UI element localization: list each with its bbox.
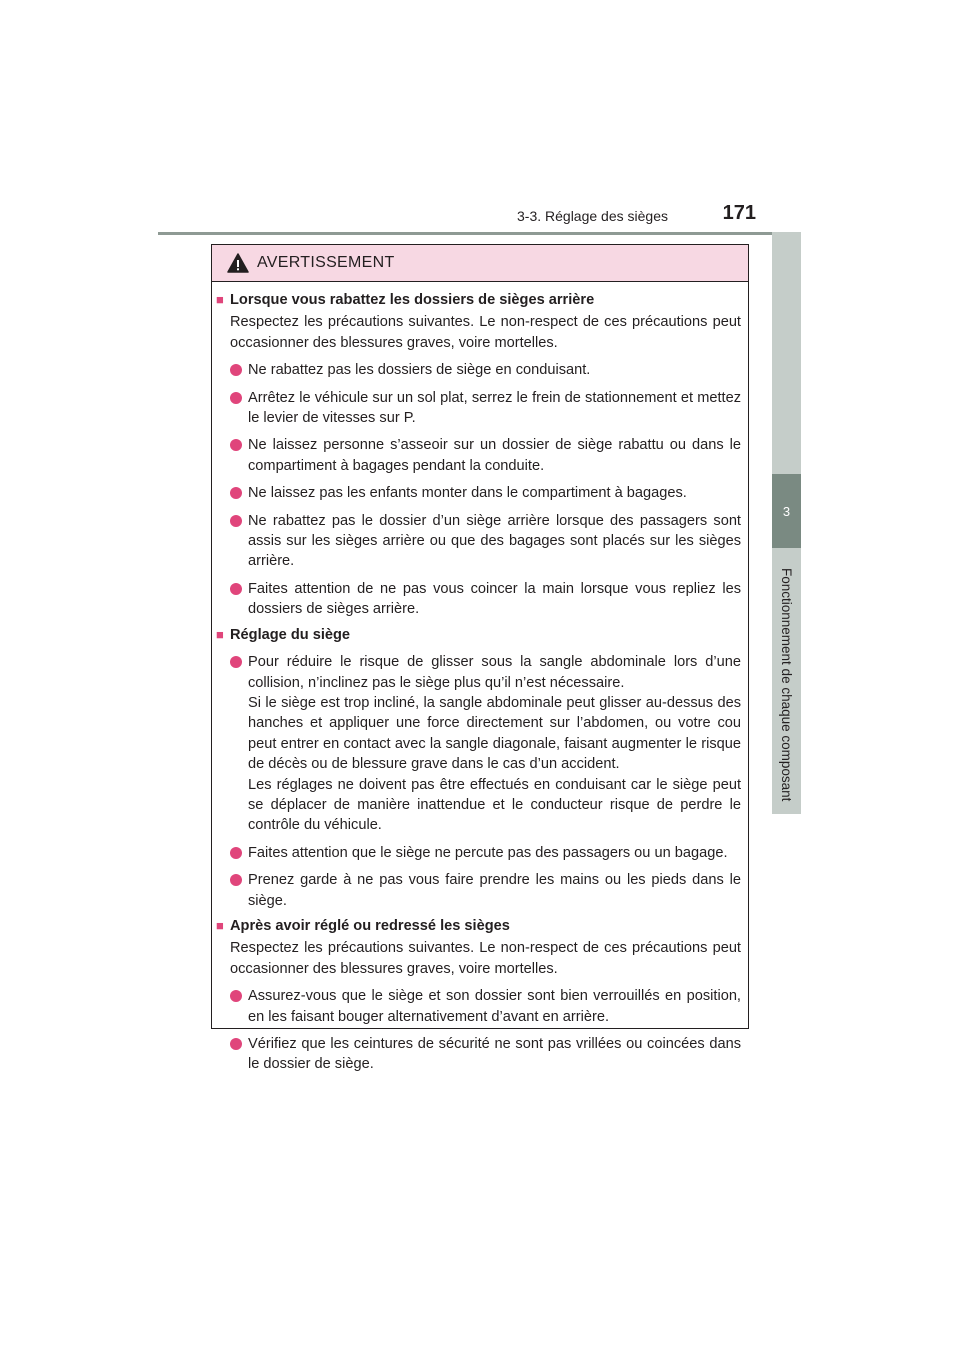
bullet-dot-icon bbox=[230, 990, 242, 1002]
bullet-paragraph: Arrêtez le véhicule sur un sol plat, serrez le frein de stationnement et mettez le levier de vitesses sur P. bbox=[248, 389, 741, 427]
bullet-dot-icon bbox=[230, 1038, 242, 1050]
bullet-item bbox=[230, 843, 741, 863]
topic-title: Après avoir réglé ou redressé les sièges bbox=[230, 917, 510, 934]
topic-heading bbox=[216, 290, 741, 310]
bullet-dot-icon bbox=[230, 583, 242, 595]
bullet-dot-icon bbox=[230, 439, 242, 451]
warning-header bbox=[212, 245, 748, 282]
bullet-item bbox=[230, 652, 741, 836]
bullet-text bbox=[248, 483, 741, 503]
bullet-item bbox=[230, 360, 741, 380]
bullet-paragraph: Vérifiez que les ceintures de sécurité ne sont pas vrillées ou coincées dans le dossier de siège. bbox=[248, 1036, 741, 1073]
warning-body bbox=[212, 282, 748, 1075]
topic-intro: Respectez les précautions suivantes. Le non-respect de ces précautions peut occasionner des blessures graves, voire mortelles. bbox=[230, 940, 741, 977]
topic-heading bbox=[216, 625, 741, 645]
bullet-text bbox=[248, 435, 741, 476]
page-number: 171 bbox=[722, 202, 756, 224]
bullet-item bbox=[230, 870, 741, 911]
bullet-item bbox=[230, 579, 741, 620]
bullet-dot-icon bbox=[230, 515, 242, 527]
square-marker-icon: ■ bbox=[216, 292, 224, 307]
bullet-dot-icon bbox=[230, 487, 242, 499]
bullet-text bbox=[248, 388, 741, 429]
bullet-dot-icon bbox=[230, 392, 242, 404]
bullet-paragraph: Faites attention de ne pas vous coincer la main lorsque vous repliez les dossiers de sièges arrière. bbox=[248, 580, 741, 618]
topic-heading bbox=[216, 916, 741, 936]
section-title: 3-3. Réglage des sièges bbox=[517, 208, 668, 224]
bullet-paragraph: Pour réduire le risque de glisser sous la sangle abdominale lors d’une collision, n’inclinez pas le siège plus qu’il n’est nécessaire. bbox=[248, 654, 741, 691]
square-marker-icon: ■ bbox=[216, 626, 224, 642]
bullet-paragraph: Ne rabattez pas les dossiers de siège en conduisant. bbox=[248, 362, 591, 379]
bullet-paragraph: Faites attention que le siège ne percute pas des passagers ou un bagage. bbox=[248, 844, 728, 861]
bullet-text bbox=[248, 360, 741, 380]
bullet-item bbox=[230, 435, 741, 476]
bullet-text bbox=[248, 511, 741, 572]
chapter-title bbox=[772, 556, 801, 814]
bullet-dot-icon bbox=[230, 656, 242, 668]
bullet-paragraph: Assurez-vous que le siège et son dossier sont bien verrouillés en position, en les faisant bouger alternativement d’avant en arrière. bbox=[248, 988, 741, 1025]
bullet-paragraph: Ne laissez personne s’asseoir sur un dossier de siège rabattu ou dans le compartiment à bagages pendant la conduite. bbox=[248, 437, 741, 474]
square-marker-icon: ■ bbox=[216, 917, 224, 933]
warning-title: AVERTISSEMENT bbox=[257, 254, 395, 271]
bullet-dot-icon bbox=[230, 364, 242, 376]
bullet-item bbox=[230, 986, 741, 1027]
bullet-paragraph: Ne rabattez pas le dossier d’un siège arrière lorsque des passagers sont assis sur les sièges arrière ou que des bagages sont placés sur les sièges arrière. bbox=[248, 512, 741, 570]
bullet-paragraph: Ne laissez pas les enfants monter dans le compartiment à bagages. bbox=[248, 485, 687, 502]
bullet-item bbox=[230, 388, 741, 429]
topic-intro: Respectez les précautions suivantes. Le non-respect de ces précautions peut occasionner des blessures graves, voire mortelles. bbox=[230, 314, 741, 351]
bullet-dot-icon bbox=[230, 874, 242, 886]
topic-title: Lorsque vous rabattez les dossiers de sièges arrière bbox=[230, 292, 595, 308]
topic-title: Réglage du siège bbox=[230, 626, 351, 643]
bullet-paragraph: Les réglages ne doivent pas être effectués en conduisant car le siège peut se déplacer de manière inattendue et le conducteur risque de perdre le contrôle du véhicule. bbox=[248, 776, 741, 834]
chapter-number-tab: 3 bbox=[772, 474, 801, 548]
header-rule bbox=[158, 232, 801, 235]
bullet-paragraph: Prenez garde à ne pas vous faire prendre les mains ou les pieds dans le siège. bbox=[248, 872, 741, 909]
bullet-item bbox=[230, 511, 741, 572]
bullet-dot-icon bbox=[230, 847, 242, 859]
warning-box bbox=[211, 244, 749, 1073]
bullet-paragraph: Si le siège est trop incliné, la sangle abdominale peut glisser au-dessus des hanches et appliquer une force directement sur l’abdomen, ou votre cou peut entrer en contact avec la sangle diagonale, faisant augmenter le risque de décès ou de blessure grave dans le cas d’un accident. bbox=[248, 694, 741, 773]
bullet-text bbox=[248, 652, 741, 836]
bullet-text bbox=[248, 986, 741, 1027]
bullet-text bbox=[248, 579, 741, 620]
bullet-text bbox=[248, 1034, 741, 1075]
chapter-title-text: Fonctionnement de chaque composant bbox=[779, 568, 794, 802]
warning-triangle-icon bbox=[227, 253, 249, 273]
bullet-text bbox=[248, 870, 741, 911]
bullet-item bbox=[230, 1034, 741, 1075]
bullet-item bbox=[230, 483, 741, 503]
bullet-text bbox=[248, 843, 741, 863]
